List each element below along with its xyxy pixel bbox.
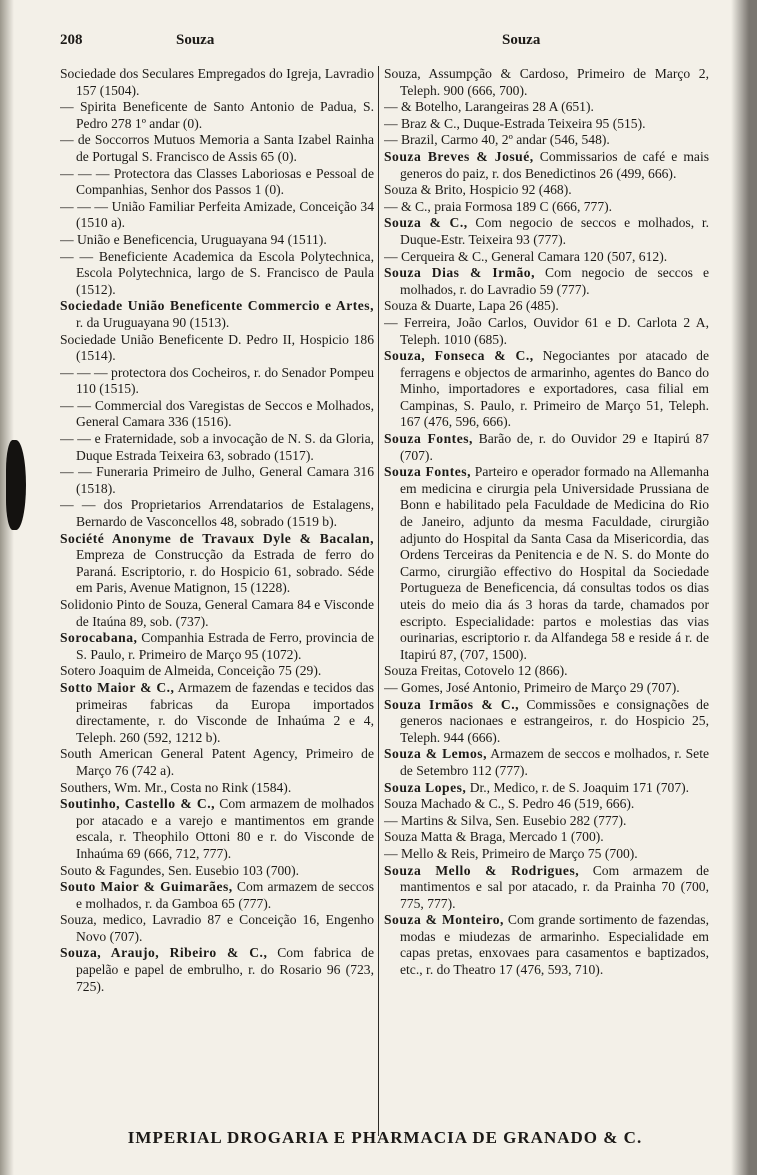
entry-text: — de Soccorros Mutuos Memoria a Santa Izabel Rainha de Portugal S. Francisco de Assis 65 (0). — [60, 132, 374, 164]
directory-entry — [384, 249, 709, 266]
entry-text: Com fabrica de papelão e papel de embrulho, r. do Rosario 96 (723, 725). — [76, 945, 374, 994]
entry-text: Empreza de Construcção da Estrada de ferro do Paraná. Escriptorio, r. do Hospicio 61, sobrado. Séde em Paris, Avenue Matignon, 15 (1228). — [76, 547, 374, 596]
entry-name: Souza, Fonseca & C., — [384, 348, 534, 364]
directory-entry — [60, 332, 374, 365]
entry-text: Com negocio de seccos e molhados, r. Duque-Estr. Teixeira 93 (777). — [400, 215, 709, 247]
entry-text: Parteiro e operador formado na Allemanha em medicina e cirurgia pela Universidade Prussiana de Bonn e habilitado pela Faculdade de Medicina do Rio de Janeiro, adjunto da mesma Faculdade, cirurgião adjunto do Hospital da Santa Casa da Misericordia, das Ordens Terceiras da Penitencia e de N. S. do Monte do Carmo, cirurgião effectivo do Hospital da Sociedade Portugueza de Beneficencia, dá consultas todos os dias uteis do meio dia ás 3 horas da tarde, chamados por escripto. Especialidade: partos e molestias das vias ourinarias, escriptorio r. da Alfandega 58 e reside á r. de Itapirú 87, (707, 1500). — [400, 464, 709, 662]
directory-entry — [384, 863, 709, 913]
entry-text: Southers, Wm. Mr., Costa no Rink (1584). — [60, 779, 292, 795]
entry-text: r. da Uruguayana 90 (1513). — [76, 314, 230, 330]
directory-entry — [384, 298, 709, 315]
entry-name: Société Anonyme de Travaux Dyle & Bacalan, — [60, 530, 374, 546]
directory-entry — [60, 431, 374, 464]
entry-name: Souza Irmãos & C., — [384, 696, 520, 712]
entry-text: — — Funeraria Primeiro de Julho, General Camara 316 (1518). — [60, 464, 374, 496]
directory-entry — [60, 199, 374, 232]
directory-entry — [60, 630, 374, 663]
entry-text: Commissões e consignações de generos nacionaes e estrangeiros, r. do Hospicio 25, Teleph. 944 (666). — [400, 696, 709, 745]
directory-entry — [60, 298, 374, 331]
entry-text: — Gomes, José Antonio, Primeiro de Março 29 (707). — [384, 679, 680, 695]
directory-entry — [384, 796, 709, 813]
directory-entry — [384, 663, 709, 680]
directory-entry — [60, 249, 374, 299]
entry-text: — Brazil, Carmo 40, 2º andar (546, 548). — [384, 132, 610, 148]
entry-text: Solidonio Pinto de Souza, General Camara 84 e Visconde de Itaúna 89, sob. (737). — [60, 597, 374, 629]
directory-entry — [384, 66, 709, 99]
left-column — [60, 66, 374, 1142]
entry-name: Souza & Monteiro, — [384, 912, 504, 928]
entry-text: Com grande sortimento de fazendas, modas e miudezas de armarinho. Especialidade em capas pretas, enxovaes para casamentos e baptizados, etc., r. do Theatro 17 (476, 593, 710). — [400, 912, 709, 978]
directory-entry — [384, 780, 709, 797]
directory-entry — [60, 863, 374, 880]
directory-entry — [60, 663, 374, 680]
entry-name: Soutinho, Castello & C., — [60, 796, 216, 812]
directory-entry — [384, 813, 709, 830]
entry-name: Souza Dias & Irmão, — [384, 265, 535, 281]
running-head-left: Souza — [176, 32, 215, 48]
directory-entry — [60, 680, 374, 746]
footer-advert: IMPERIAL DROGARIA E PHARMACIA DE GRANADO & C. — [127, 1128, 643, 1147]
entry-text: Souza Matta & Braga, Mercado 1 (700). — [384, 829, 604, 845]
entry-text: South American General Patent Agency, Primeiro de Março 76 (742 a). — [60, 746, 374, 778]
entry-text: — — — protectora dos Cocheiros, r. do Senador Pompeu 110 (1515). — [60, 364, 374, 397]
entry-name: Sociedade União Beneficente Commercio e Artes, — [60, 298, 374, 314]
directory-entry — [384, 846, 709, 863]
entry-name: Sotto Maior & C., — [60, 679, 175, 695]
entry-text: — — dos Proprietarios Arrendatarios de Estalagens, Bernardo de Vasconcellos 48, sobrado (1519 b). — [60, 497, 374, 530]
entry-text: — Ferreira, João Carlos, Ouvidor 61 e D. Carlota 2 A, Teleph. 1010 (685). — [384, 314, 709, 347]
directory-entry — [384, 746, 709, 779]
directory-entry — [60, 879, 374, 912]
directory-entry — [384, 99, 709, 116]
directory-entry — [384, 199, 709, 216]
entry-text: Com armazem de seccos e molhados, r. da Gamboa 65 (777). — [76, 879, 374, 911]
directory-entry — [384, 265, 709, 298]
entry-text: Armazem de seccos e molhados, r. Sete de Setembro 112 (777). — [400, 746, 709, 778]
entry-text: — Braz & C., Duque-Estrada Teixeira 95 (515). — [384, 115, 646, 131]
entry-name: Sorocabana, — [60, 630, 138, 646]
entry-name: Souza Mello & Rodrigues, — [384, 862, 580, 878]
entry-text: Souza, Assumpção & Cardoso, Primeiro de Março 2, Teleph. 900 (666, 700). — [384, 66, 709, 98]
directory-entry — [60, 464, 374, 497]
page-header — [0, 32, 757, 54]
entry-text: Com armazem de molhados por atacado e a varejo e mantimentos em grande escala, r. Theophilo Ottoni 80 e r. do Visconde de Inhaúma 69 (666, 712, 777). — [76, 796, 374, 861]
directory-entry — [60, 746, 374, 779]
directory-entry — [60, 232, 374, 249]
ink-blot — [6, 440, 26, 530]
directory-entry — [60, 531, 374, 597]
entry-text: Barão de, r. do Ouvidor 29 e Itapirú 87 (707). — [400, 431, 709, 463]
directory-entry — [60, 945, 374, 995]
directory-entry — [60, 796, 374, 862]
entry-text: — União e Beneficencia, Uruguayana 94 (1511). — [60, 231, 327, 247]
entry-text: Souza Machado & C., S. Pedro 46 (519, 666). — [384, 796, 635, 812]
entry-text: Souto & Fagundes, Sen. Eusebio 103 (700). — [60, 862, 300, 878]
entry-text: Com negocio de seccos e molhados, r. do Lavradio 59 (777). — [400, 265, 709, 297]
entry-text: — Mello & Reis, Primeiro de Março 75 (700). — [384, 845, 638, 861]
directory-entry — [60, 132, 374, 165]
entry-name: Souto Maior & Guimarães, — [60, 879, 233, 895]
directory-entry — [384, 464, 709, 663]
entry-text: — — — União Familiar Perfeita Amizade, Conceição 34 (1510 a). — [60, 198, 374, 231]
entry-name: Souza & C., — [384, 215, 468, 231]
directory-entry — [384, 116, 709, 133]
directory-entry — [60, 497, 374, 530]
directory-entry — [60, 398, 374, 431]
directory-entry — [384, 149, 709, 182]
directory-entry — [60, 99, 374, 132]
directory-entry — [60, 912, 374, 945]
directory-entry — [384, 315, 709, 348]
entry-text: — & C., praia Formosa 189 C (666, 777). — [384, 198, 613, 214]
entry-name: Souza Breves & Josué, — [384, 148, 534, 164]
entry-text: Commissarios de café e mais generos do paiz, r. dos Benedictinos 26 (499, 666). — [400, 148, 709, 181]
entry-text: Souza, medico, Lavradio 87 e Conceição 16, Engenho Novo (707). — [60, 912, 374, 944]
entry-text: Souza & Brito, Hospicio 92 (468). — [384, 182, 572, 198]
entry-text: Sociedade dos Seculares Empregados do Igreja, Lavradio 157 (1504). — [60, 66, 374, 98]
directory-entry — [384, 680, 709, 697]
column-divider — [378, 66, 379, 1136]
running-head-right: Souza — [502, 32, 541, 48]
directory-entry — [60, 597, 374, 630]
directory-entry — [384, 215, 709, 248]
entry-text: Armazem de fazendas e tecidos das primeiras fabricas da Europa importados directamente, r. do Visconde de Inhaúma 2 e 4, Teleph. 260 (592, 1212 b). — [76, 679, 374, 745]
entry-name: Souza Lopes, — [384, 779, 467, 795]
entry-text: — Cerqueira & C., General Camara 120 (507, 612). — [384, 248, 668, 264]
entry-text: Negociantes por atacado de ferragens e objectos de armarinho, agentes do Banco do Minho, importadores e exportadores, casa filial em Campinas, S. Paulo, r. Primeiro de Março 51, Teleph. 167 (476, 596, 666). — [400, 348, 709, 430]
entry-text: — Martins & Silva, Sen. Eusebio 282 (777). — [384, 812, 627, 828]
entry-name: Souza & Lemos, — [384, 746, 487, 762]
page-edge-shadow — [0, 0, 14, 1175]
page-edge-binding — [731, 0, 757, 1175]
directory-entry — [60, 66, 374, 99]
directory-entry — [384, 912, 709, 978]
directory-entry — [384, 431, 709, 464]
entry-text: — Spirita Beneficente de Santo Antonio de Padua, S. Pedro 278 1º andar (0). — [60, 99, 374, 131]
directory-entry — [384, 348, 709, 431]
directory-entry — [384, 829, 709, 846]
entry-text: — — — Protectora das Classes Laboriosas e Pessoal de Companhias, Senhor dos Passos 1 (0). — [60, 165, 374, 198]
entry-text: Sociedade União Beneficente D. Pedro II, Hospicio 186 (1514). — [60, 331, 374, 364]
directory-entry — [60, 166, 374, 199]
directory-entry — [60, 780, 374, 797]
directory-entry — [60, 365, 374, 398]
entry-text: Sotero Joaquim de Almeida, Conceição 75 (29). — [60, 663, 322, 679]
entry-text: Companhia Estrada de Ferro, provincia de S. Paulo, r. Primeiro de Março 95 (1072). — [76, 630, 374, 662]
entry-text: Souza Freitas, Cotovelo 12 (866). — [384, 663, 568, 679]
directory-entry — [384, 697, 709, 747]
entry-name: Souza, Araujo, Ribeiro & C., — [60, 945, 268, 961]
entry-name: Souza Fontes, — [384, 431, 473, 447]
directory-entry — [384, 132, 709, 149]
entry-text: — & Botelho, Larangeiras 28 A (651). — [384, 99, 594, 115]
entry-text: Com armazem de mantimentos e sal por atacado, r. da Prainha 70 (700, 775, 777). — [400, 862, 709, 911]
right-column — [384, 66, 709, 1142]
entry-text: Dr., Medico, r. de S. Joaquim 171 (707). — [466, 779, 690, 795]
entry-name: Souza Fontes, — [384, 464, 471, 480]
entry-text: — — Beneficiente Academica da Escola Polytechnica, Escola Polytechnica, largo de S. Francisco de Paula (1512). — [60, 248, 374, 297]
entry-text: Souza & Duarte, Lapa 26 (485). — [384, 298, 559, 314]
entry-text: — — e Fraternidade, sob a invocação de N. S. da Gloria, Duque Estrada Teixeira 63, sobrado (1517). — [60, 431, 374, 463]
directory-entry — [384, 182, 709, 199]
entry-text: — — Commercial dos Varegistas de Seccos e Molhados, General Camara 336 (1516). — [60, 397, 374, 430]
page-number: 208 — [60, 32, 83, 48]
